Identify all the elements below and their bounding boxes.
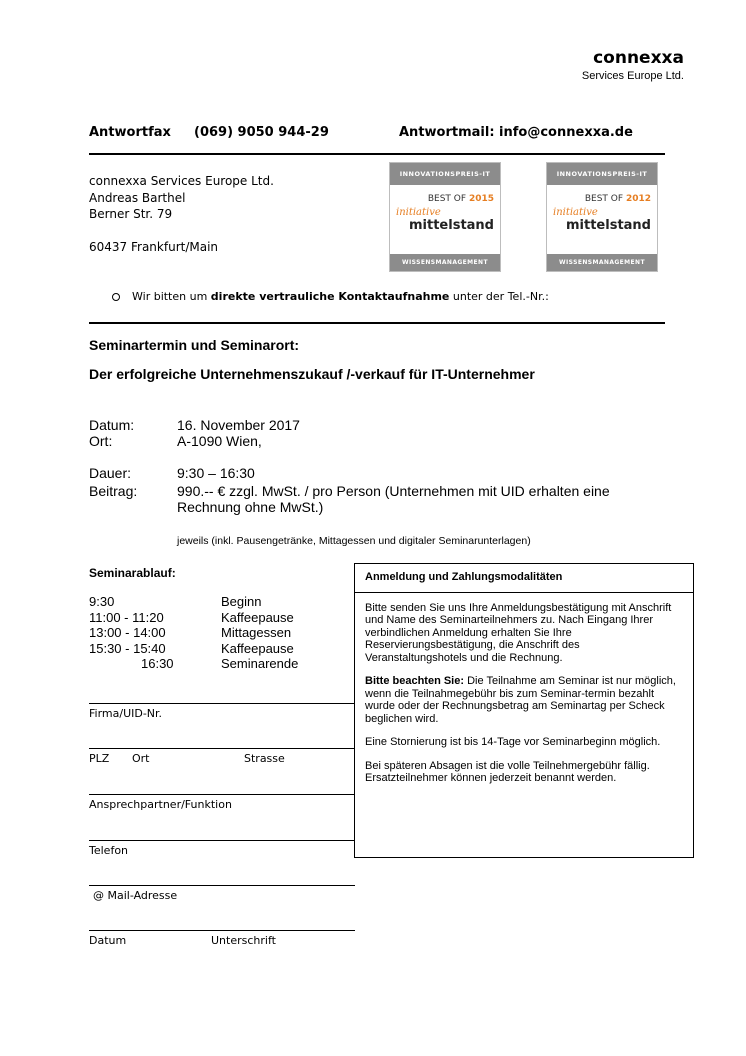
ort-label: Ort: [89,433,113,449]
dauer-label: Dauer: [89,465,132,481]
ort-label: Ort [132,752,150,765]
address-line: Andreas Barthel [89,190,186,205]
badge-mittelstand: mittelstand [566,218,651,233]
unterschrift-label: Unterschrift [211,934,276,947]
badge-top-label: INNOVATIONSPREIS-IT [547,163,657,185]
telefon-field[interactable] [89,840,355,841]
address-line: connexxa Services Europe Ltd. [89,174,274,188]
badge-bottom-label: WISSENSMANAGEMENT [390,254,500,271]
mail-field[interactable] [89,885,355,886]
address-line: Berner Str. 79 [89,207,173,221]
firma-field[interactable] [89,703,355,704]
box-paragraph-cancellation: Eine Stornierung ist bis 14-Tage vor Seminarbeginn möglich. [365,736,661,748]
contact-checkbox[interactable] [112,293,120,301]
badge-mittelstand: mittelstand [409,218,494,233]
badge-initiative: initiative [396,207,441,218]
schedule-heading: Seminarablauf: [89,566,176,580]
badge-best-of: BEST OF 2012 [584,194,651,204]
header-divider [89,153,665,155]
box-heading: Anmeldung und Zahlungsmodalitäten [365,571,563,583]
award-badge-2012 [546,162,658,272]
badge-top-label: INNOVATIONSPREIS-IT [390,163,500,185]
badge-bottom-label: WISSENSMANAGEMENT [547,254,657,271]
recipient-address [89,173,274,256]
plz-ort-strasse-field[interactable] [89,748,355,749]
fee-includes-note: jeweils (inkl. Pausengetränke, Mittagessen und digitaler Seminarunterlagen) [177,535,531,547]
mail-label: @ Mail-Adresse [93,889,178,902]
ort-value: A-1090 Wien, [177,433,262,449]
dauer-value: 9:30 – 16:30 [177,465,255,481]
datum-value: 16. November 2017 [177,417,300,433]
beitrag-value: 990.-- € zzgl. MwSt. / pro Person (Unternehmen mit UID erhalten eine [177,483,610,499]
company-name: connexxa [593,48,684,68]
reply-mail: Antwortmail: info@connexxa.de [399,125,633,140]
datum-field-label: Datum [89,934,127,947]
ansprechpartner-label: Ansprechpartner/Funktion [89,798,232,811]
box-divider [355,592,693,593]
badge-best-of: BEST OF 2015 [427,194,494,204]
fax-label: Antwortfax [89,125,171,140]
box-paragraph-payment: Bitte beachten Sie: Die Teilnahme am Seminar ist nur möglich, wenn die Teilnahmegebühr bis zum Seminar-termin bezahlt wurde oder der Rechnungsbetrag am Seminartag per Scheck beglichen wird. [365,675,676,725]
telefon-label: Telefon [89,844,129,857]
beitrag-value-cont: Rechnung ohne MwSt.) [177,499,324,515]
address-line: 60437 Frankfurt/Main [89,240,219,254]
badge-initiative: initiative [553,207,598,218]
plz-label: PLZ [89,752,110,765]
ansprechpartner-field[interactable] [89,794,355,795]
box-paragraph-registration: Bitte senden Sie uns Ihre Anmeldungsbestätigung mit Anschrift und Name des Seminarteilnehmers zu. Nach Eingang Ihrer verbindlichen Anmeldung erhalten Sie Ihre Reservierungsbestätigung, die Anschrift des Veranstaltungshotels und die Rechnung. [365,601,672,664]
contact-request: Wir bitten um direkte vertrauliche Kontaktaufnahme unter der Tel.-Nr.: [112,290,549,303]
registration-info-box [354,563,694,858]
strasse-label: Strasse [244,752,285,765]
signature-field[interactable] [89,930,355,931]
beitrag-label: Beitrag: [89,483,138,499]
seminar-title: Der erfolgreiche Unternehmenszukauf /-verkauf für IT-Unternehmer [89,366,535,382]
award-badge-2015 [389,162,501,272]
seminar-heading: Seminartermin und Seminarort: [89,337,300,353]
section-divider [89,322,665,324]
address-line [89,223,274,240]
firma-label: Firma/UID-Nr. [89,707,163,720]
fax-number: (069) 9050 944-29 [194,125,329,140]
box-paragraph-late-cancellation: Bei späteren Absagen ist die volle Teilnehmergebühr fällig. Ersatzteilnehmer können jederzeit benannt werden. [365,759,650,784]
datum-label: Datum: [89,417,135,433]
company-subtitle: Services Europe Ltd. [581,70,684,82]
